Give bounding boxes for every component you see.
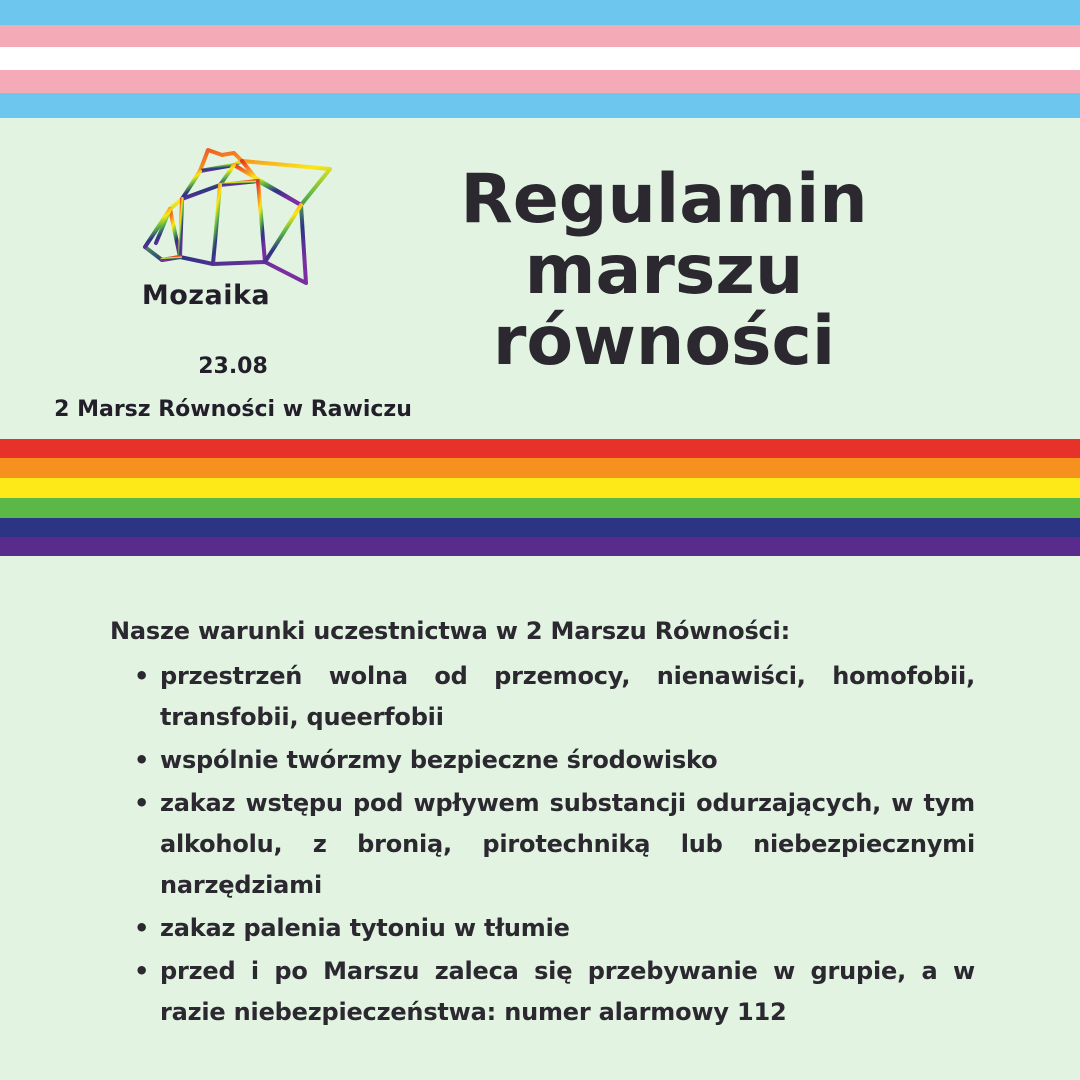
rules-section bbox=[110, 612, 975, 1035]
list-item: • przestrzeń wolna od przemocy, nienawiści, homofobii, transfobii, queerfobii bbox=[160, 656, 975, 738]
event-name: 2 Marsz Równości w Rawiczu bbox=[54, 397, 412, 422]
list-item: • przed i po Marszu zaleca się przebywanie w grupie, a w razie niebezpieczeństwa: numer alarmowy 112 bbox=[160, 951, 975, 1033]
title-line: Regulamin bbox=[460, 160, 868, 239]
trans-stripe-pink bbox=[0, 25, 1080, 47]
rainbow-stripe-violet bbox=[0, 537, 1080, 556]
title-line: równości bbox=[492, 302, 836, 381]
rainbow-stripe-yellow bbox=[0, 478, 1080, 498]
rainbow-stripe-red bbox=[0, 439, 1080, 459]
rainbow-bear-head-icon bbox=[138, 143, 338, 293]
trans-stripe-blue bbox=[0, 93, 1080, 118]
list-item: • zakaz palenia tytoniu w tłumie bbox=[160, 908, 975, 949]
logo-name: Mozaika bbox=[141, 280, 271, 311]
list-item: • wspólnie twórzmy bezpieczne środowisko bbox=[160, 740, 975, 781]
event-date: 23.08 bbox=[198, 354, 268, 379]
list-item: • zakaz wstępu pod wpływem substancji odurzających, w tym alkoholu, z bronią, pirotechniką lub niebezpiecznymi narzędziami bbox=[160, 783, 975, 906]
trans-stripe-white bbox=[0, 47, 1080, 70]
rules-intro: Nasze warunki uczestnictwa w 2 Marszu Równości: bbox=[110, 617, 790, 645]
rules-list bbox=[110, 656, 975, 1033]
trans-stripe-blue bbox=[0, 0, 1080, 25]
rainbow-stripe-blue bbox=[0, 518, 1080, 538]
title-line: marszu bbox=[524, 231, 804, 310]
rainbow-stripe-orange bbox=[0, 458, 1080, 478]
rainbow-stripe-green bbox=[0, 498, 1080, 518]
trans-stripe-pink bbox=[0, 70, 1080, 93]
page-title bbox=[440, 160, 888, 381]
